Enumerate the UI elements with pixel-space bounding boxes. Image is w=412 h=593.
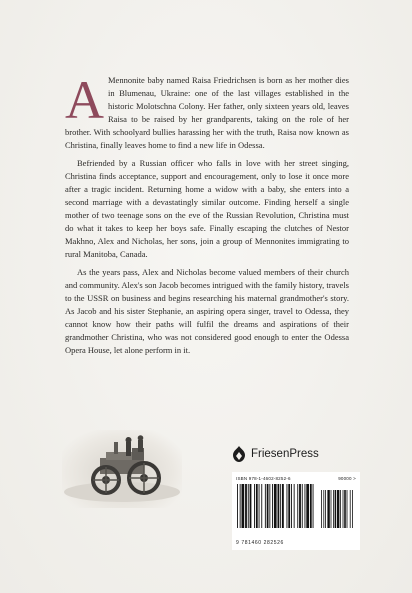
barcode-bar (288, 484, 290, 528)
barcode-bar (272, 484, 273, 528)
blurb-paragraph-3: As the years pass, Alex and Nicholas become valued members of their church and community. Alex's son Jacob becomes intrigued with the family history, travels to the USSR on business and begins researching his maternal grandmother's story. As Jacob and his sister Stephanie, an aspiring opera singer, travel to Odessa, they cannot know how their paths will fulfil the dreams and aspirations of their grandmother Christina, who was not considered good enough to enter the Odessa Opera House, let alone perform in it. (65, 267, 349, 355)
barcode-bar (306, 484, 309, 528)
barcode-bar (250, 484, 252, 528)
barcode-bar (310, 484, 312, 528)
publisher-brand (232, 443, 319, 465)
barcode-bar (237, 484, 238, 528)
barcode-bar (265, 484, 266, 528)
barcode-bar (282, 484, 284, 528)
price-bar (321, 490, 322, 528)
isbn-header (236, 476, 356, 481)
barcode-bar (280, 484, 281, 528)
barcode-bar (305, 484, 306, 528)
barcode-bar (259, 484, 260, 528)
barcode-bar (256, 484, 258, 528)
blurb-text (65, 70, 349, 362)
isbn-label: ISBN 978-1-4602-8252-6 (236, 476, 291, 481)
barcode-bar (313, 484, 314, 528)
tractor-illustration (62, 430, 182, 508)
drop-cap: A (65, 70, 104, 130)
barcode-bar (242, 484, 245, 528)
isbn-barcode (232, 472, 360, 550)
barcode-bar (267, 484, 269, 528)
blurb-paragraph-1 (65, 70, 349, 152)
barcode-bar (278, 484, 280, 528)
barcode-bars (237, 484, 355, 538)
barcode-bar (294, 484, 295, 528)
barcode-bar (287, 484, 288, 528)
price-code: 90000 > (338, 476, 356, 481)
tractor-photo (62, 430, 182, 508)
barcode-bar (245, 484, 247, 528)
barcode-bar (299, 484, 301, 528)
barcode-bar (274, 484, 277, 528)
barcode-bar (248, 484, 249, 528)
price-bar (325, 490, 326, 528)
isbn-digits: 9 781460 282526 (236, 540, 284, 546)
barcode-bar (269, 484, 270, 528)
price-bar (352, 490, 353, 528)
price-bar (333, 490, 334, 528)
barcode-bar (240, 484, 241, 528)
price-bar (343, 490, 344, 528)
blurb-paragraph-2: Befriended by a Russian officer who falls in love with her street singing, Christina finds acceptance, support and encouragement, only to lose it once more after a tragic incident. Returning home a widow with a baby, she enters into a second marriage with a devastatingly similar outcome. Finding herself a single mother of two teenage sons on the eve of the Russian Revolution, Christina must do what it takes to keep her boys safe. Finally escaping the clutches of Nestor Makhno, Alex and Nicholas, her sons, join a group of Mennonites immigrating to rural Manitoba, Canada. (65, 158, 349, 259)
price-bar (340, 490, 341, 528)
price-bar (347, 490, 348, 528)
barcode-bar (261, 484, 262, 528)
barcode-bar (302, 484, 303, 528)
price-bar (335, 490, 337, 528)
publisher-name: FriesenPress (251, 448, 319, 460)
price-bar (327, 490, 329, 528)
blurb-paragraph-1-text: Mennonite baby named Raisa Friedrichsen is born as her mother dies in Blumenau, Ukraine: one of the last villages established in the historic Molotschna Colony. Her father, only sixteen years old, leaves Raisa to be raised by her grandparents, taking on the role of her brother. With schoolyard bullies harassing her with the truth, Raisa now known as Christina, finally leaves home to find a new life in Odessa. (65, 75, 349, 150)
barcode-bar (291, 484, 292, 528)
price-bar (323, 490, 324, 528)
barcode-bar (297, 484, 298, 528)
price-bar (344, 490, 346, 528)
friesenpress-logo-icon (232, 446, 246, 462)
price-bar (337, 490, 339, 528)
price-bar (350, 490, 351, 528)
price-bar (331, 490, 332, 528)
barcode-bar (254, 484, 255, 528)
